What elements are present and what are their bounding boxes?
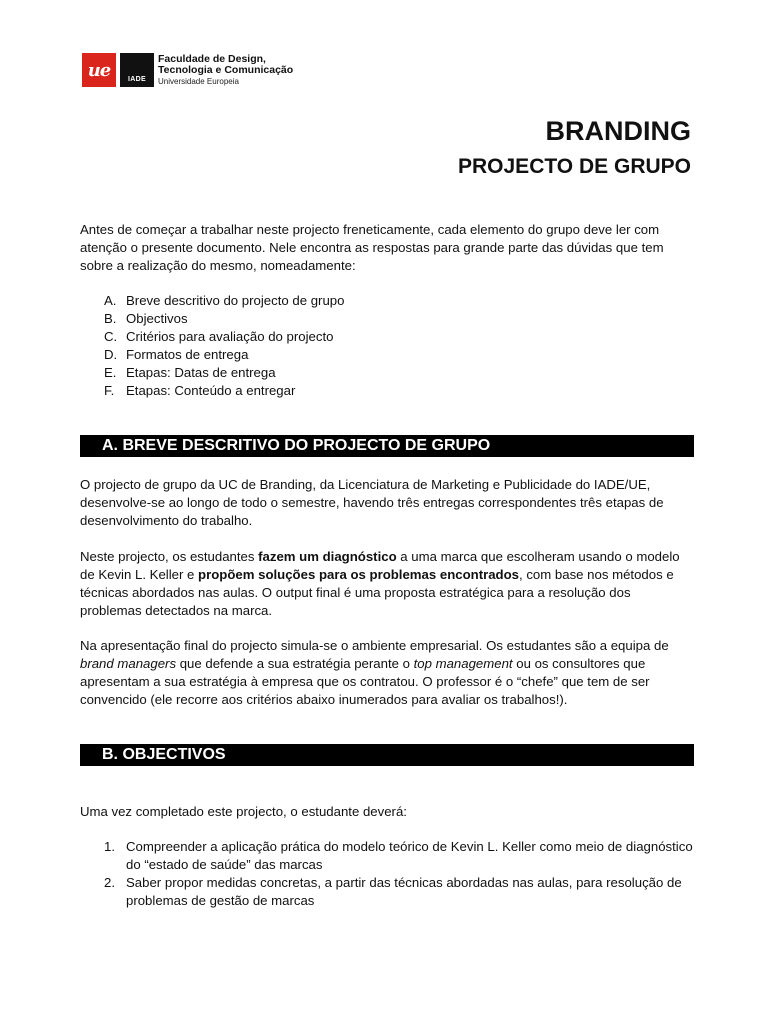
list-marker: C. — [104, 329, 118, 344]
text-run: ou os consultores que apresentam a sua estratégia à empresa que os contratou. O professor é o “chefe” que tem de ser convencido (ele recorre aos critérios abaixo inumerados para avaliar os trabalhos!). — [80, 656, 650, 707]
italic-text: brand managers — [80, 656, 177, 671]
text-run: que defende a sua estratégia perante o — [176, 656, 414, 671]
list-item — [104, 292, 694, 310]
list-item — [104, 346, 694, 364]
list-item-text: Critérios para avaliação do projecto — [126, 329, 334, 344]
text-run: Na apresentação final do projecto simula-se o ambiente empresarial. Os estudantes são a equipa de — [80, 638, 669, 653]
list-marker: F. — [104, 383, 115, 398]
section-a-paragraph-3 — [80, 637, 692, 709]
list-item — [104, 874, 694, 910]
list-item — [104, 382, 694, 400]
document-title: BRANDING — [545, 116, 691, 146]
text-run: , com base nos métodos e técnicas abordados nas aulas. O output final é uma proposta estratégica para a resolução dos problemas detectados na marca. — [80, 567, 674, 618]
list-item-text: Formatos de entrega — [126, 347, 249, 362]
list-marker: 1. — [104, 839, 115, 854]
list-item-text: Objectivos — [126, 311, 188, 326]
bold-text: fazem um diagnóstico — [258, 549, 397, 564]
list-marker: 2. — [104, 875, 115, 890]
logo-line-3: Universidade Europeia — [158, 76, 239, 86]
logo-text — [158, 54, 293, 87]
list-marker: B. — [104, 311, 117, 326]
text-run: a uma marca que escolheram usando o modelo de Kevin L. Keller e — [80, 549, 680, 582]
faculty-logo — [82, 52, 293, 88]
list-item — [104, 328, 694, 346]
document-subtitle: PROJECTO DE GRUPO — [458, 155, 691, 178]
list-item — [104, 364, 694, 382]
section-b-heading: B. OBJECTIVOS — [80, 744, 694, 766]
section-a-heading: A. BREVE DESCRITIVO DO PROJECTO DE GRUPO — [80, 435, 694, 457]
list-marker: A. — [104, 293, 117, 308]
text-run: Neste projecto, os estudantes — [80, 549, 259, 564]
ue-logo-mark — [82, 53, 116, 87]
list-item — [104, 310, 694, 328]
iade-logo-text: IADE — [128, 76, 146, 83]
italic-text: top management — [413, 656, 513, 671]
bold-text: propõem soluções para os problemas encontrados — [198, 567, 520, 582]
ue-logo-text: ue — [87, 59, 111, 81]
iade-logo-mark — [120, 53, 154, 87]
section-a-paragraph-1: O projecto de grupo da UC de Branding, da Licenciatura de Marketing e Publicidade do IADE/UE, desenvolve-se ao longo de todo o semestre, havendo três entregas correspondentes três etapas de desenvolvimento do trabalho. — [80, 477, 664, 528]
section-b-intro: Uma vez completado este projecto, o estudante deverá: — [80, 804, 407, 819]
intro-paragraph: Antes de começar a trabalhar neste projecto freneticamente, cada elemento do grupo deve ler com atenção o presente documento. Nele encontra as respostas para grande parte das dúvidas que tem sobre a realização do mesmo, nomeadamente: — [80, 222, 664, 273]
list-item-text: Saber propor medidas concretas, a partir das técnicas abordadas nas aulas, para resolução de problemas de gestão de marcas — [126, 875, 682, 908]
list-item-text: Etapas: Datas de entrega — [126, 365, 276, 380]
logo-line-2: Tecnologia e Comunicação — [158, 63, 294, 76]
logo-line-1: Faculdade de Design, — [158, 52, 266, 65]
list-item-text: Etapas: Conteúdo a entregar — [126, 383, 296, 398]
list-item-text: Breve descritivo do projecto de grupo — [126, 293, 345, 308]
contents-list — [104, 292, 694, 400]
section-a-paragraph-2 — [80, 548, 692, 620]
list-item — [104, 838, 694, 874]
objectives-list — [104, 838, 694, 910]
list-item-text: Compreender a aplicação prática do modelo teórico de Kevin L. Keller como meio de diagnóstico do “estado de saúde” das marcas — [126, 839, 693, 872]
list-marker: E. — [104, 365, 117, 380]
list-marker: D. — [104, 347, 118, 362]
